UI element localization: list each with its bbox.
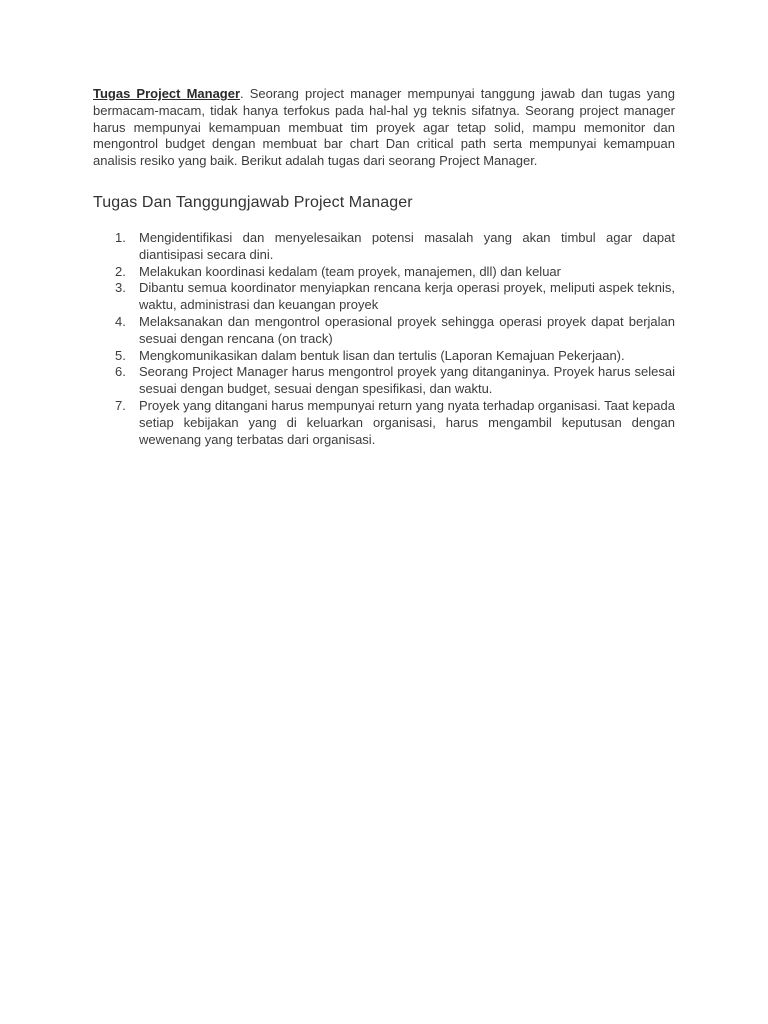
list-item bbox=[93, 348, 675, 365]
list-item-text: Melaksanakan dan mengontrol operasional proyek sehingga operasi proyek dapat berjalan sesuai dengan rencana (on track) bbox=[139, 313, 675, 346]
intro-lead-title: Tugas Project Manager bbox=[93, 86, 241, 101]
list-item bbox=[93, 230, 675, 264]
list-item-number: 6. bbox=[115, 364, 126, 380]
task-list bbox=[93, 230, 675, 448]
list-item-number: 1. bbox=[115, 229, 126, 245]
intro-body-text: . Seorang project manager mempunyai tanggung jawab dan tugas yang bermacam-macam, tidak hanya terfokus pada hal-hal yg teknis sifatnya. Seorang project manager harus mempunyai kemampuan membuat tim proyek agar tetap solid, mampu memonitor dan mengontrol budget dengan membuat bar chart Dan critical path serta mempunyai kemampuan analisis resiko yang baik. Berikut adalah tugas dari seorang Project Manager. bbox=[93, 86, 675, 169]
list-item-number: 3. bbox=[115, 280, 126, 296]
list-item-text: Melakukan koordinasi kedalam (team proyek, manajemen, dll) dan keluar bbox=[139, 263, 561, 279]
list-item-text: Seorang Project Manager harus mengontrol proyek yang ditanganinya. Proyek harus selesai sesuai dengan budget, sesuai dengan spesifikasi, dan waktu. bbox=[139, 364, 675, 397]
list-item-text: Mengkomunikasikan dalam bentuk lisan dan tertulis (Laporan Kemajuan Pekerjaan). bbox=[139, 347, 625, 363]
list-item-number: 2. bbox=[115, 263, 126, 279]
list-item bbox=[93, 364, 675, 398]
intro-paragraph bbox=[93, 86, 675, 170]
list-item-number: 7. bbox=[115, 397, 126, 413]
list-item bbox=[93, 314, 675, 348]
list-item bbox=[93, 264, 675, 281]
document-page bbox=[93, 86, 675, 448]
list-item-text: Proyek yang ditangani harus mempunyai return yang nyata terhadap organisasi. Taat kepada setiap kebijakan yang di keluarkan organisasi, harus mengambil keputusan dengan wewenang yang terbatas dari organisasi. bbox=[139, 397, 675, 447]
list-item-text: Dibantu semua koordinator menyiapkan rencana kerja operasi proyek, meliputi aspek teknis, waktu, administrasi dan keuangan proyek bbox=[139, 280, 675, 313]
list-item-number: 5. bbox=[115, 347, 126, 363]
section-heading: Tugas Dan Tanggungjawab Project Manager bbox=[93, 193, 413, 211]
list-item bbox=[93, 398, 675, 448]
list-item-text: Mengidentifikasi dan menyelesaikan potensi masalah yang akan timbul agar dapat diantisipasi secara dini. bbox=[139, 229, 675, 262]
list-item-number: 4. bbox=[115, 313, 126, 329]
list-item bbox=[93, 280, 675, 314]
